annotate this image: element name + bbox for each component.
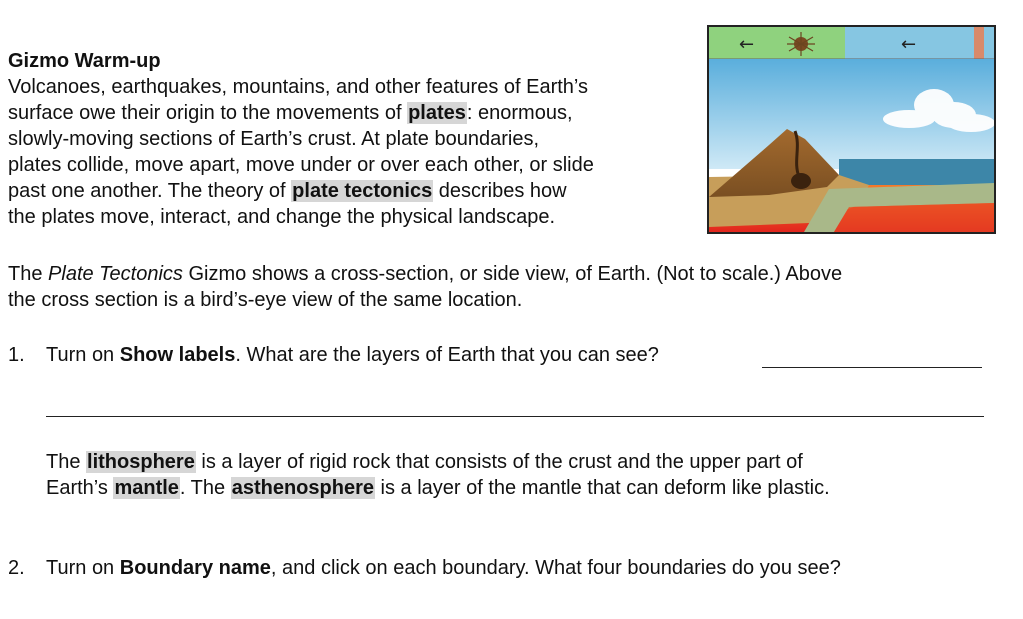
question-1 [8,342,659,368]
warmup-text: slowly-moving sections of Earth’s crust. At plate boundaries, [8,128,539,150]
ocean [839,159,994,185]
intro-line-1 [8,261,842,287]
birds-eye-ocean [845,27,994,59]
warmup-line-6 [8,204,555,230]
question-text: . What are the layers of Earth that you can see? [235,344,659,366]
left-arrow-icon: ← [901,34,917,55]
info-text: The [46,451,87,473]
warmup-line-1 [8,74,588,100]
intro-line-2 [8,287,522,313]
warmup-line-4 [8,152,594,178]
control-name-boundary-name: Boundary name [119,557,271,579]
info-text: Earth’s [46,477,114,499]
term-mantle: mantle [114,477,179,499]
intro-text: The [8,263,49,285]
term-plate-tectonics: plate tectonics [292,180,433,202]
warmup-text: the plates move, interact, and change the physical landscape. [8,206,556,228]
question-text: Turn on [46,557,120,579]
warmup-text: surface owe their origin to the movements of [8,102,408,124]
left-arrow-icon: ← [739,34,755,55]
intro-text: the cross section is a bird’s-eye view of the same location. [8,289,523,311]
term-asthenosphere: asthenosphere [231,477,374,499]
intro-text: Gizmo shows a cross-section, or side view, of Earth. (Not to scale.) Above [182,263,843,285]
warmup-line-2 [8,100,573,126]
magma-chamber [791,173,811,189]
info-line-1 [46,449,803,475]
birds-eye-ridge [974,27,984,59]
warmup-text: plates collide, move apart, move under or over each other, or slide [8,154,594,176]
warmup-text: past one another. The theory of [8,180,292,202]
term-lithosphere: lithosphere [87,451,195,473]
question-2 [8,555,841,581]
question-number: 2. [8,557,25,579]
warmup-title: Gizmo Warm-up [8,50,161,72]
question-text: Turn on [46,344,120,366]
control-name-show-labels: Show labels [119,344,236,366]
answer-blank-1[interactable] [762,349,982,368]
gizmo-name: Plate Tectonics [48,263,183,285]
answer-blank-2[interactable] [46,398,984,417]
info-line-2 [46,475,830,501]
warmup-line-5 [8,178,567,204]
info-text: is a layer of the mantle that can deform like plastic. [374,477,830,499]
question-number: 1. [8,344,25,366]
warmup-text: Volcanoes, earthquakes, mountains, and other features of Earth’s [8,76,588,98]
warmup-text: : enormous, [466,102,573,124]
question-text: , and click on each boundary. What four boundaries do you see? [270,557,841,579]
info-text: is a layer of rigid rock that consists of the crust and the upper part of [195,451,803,473]
warmup-text: describes how [433,180,567,202]
cross-section-illustration [709,27,994,232]
term-plates: plates [408,102,466,124]
plate-tectonics-figure [707,25,996,234]
info-text: . The [179,477,231,499]
warmup-line-3 [8,126,539,152]
